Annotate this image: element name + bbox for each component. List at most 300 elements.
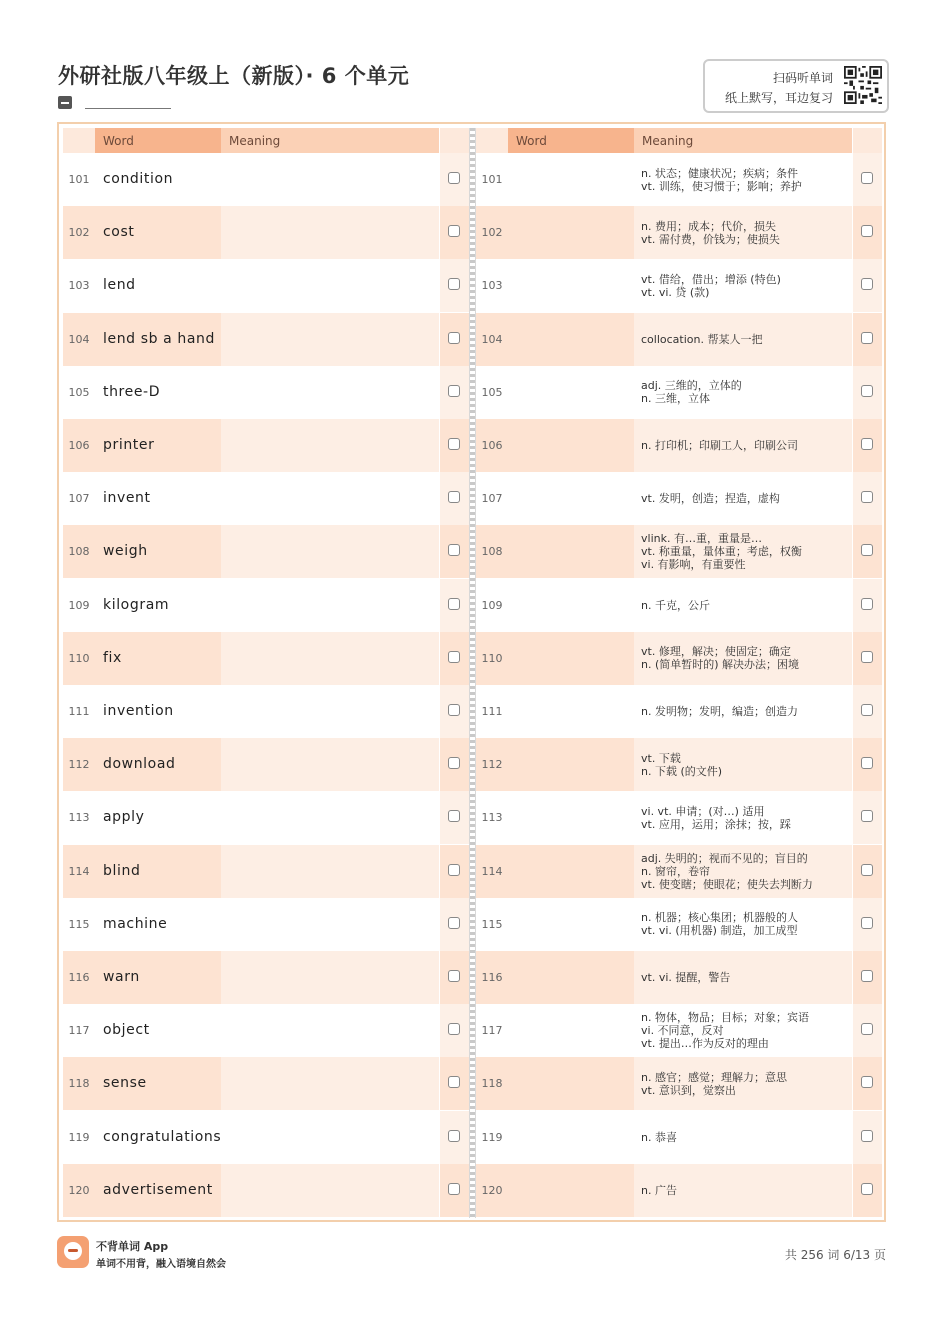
row-number: 118 [63, 1057, 95, 1110]
check-cell [853, 313, 882, 366]
meaning-line: vi. 不同意，反对 [641, 1024, 724, 1038]
meaning-cell [634, 951, 852, 1004]
checkbox[interactable] [448, 864, 460, 876]
row-number: 108 [476, 525, 508, 578]
header-meaning: Meaning [221, 128, 439, 153]
table-row [476, 1057, 882, 1110]
meaning-cell[interactable] [221, 791, 439, 844]
meaning-cell[interactable] [221, 206, 439, 259]
table-row [476, 1004, 882, 1057]
meaning-cell [634, 738, 852, 791]
header-num [476, 128, 508, 153]
meaning-cell [634, 579, 852, 632]
checkbox[interactable] [448, 970, 460, 982]
row-number: 111 [476, 685, 508, 738]
checkbox[interactable] [861, 864, 873, 876]
checkbox[interactable] [861, 1023, 873, 1035]
word-cell[interactable] [508, 259, 634, 312]
meaning-cell[interactable] [221, 259, 439, 312]
check-cell [440, 1164, 469, 1217]
meaning-cell [634, 525, 852, 578]
checkbox[interactable] [448, 757, 460, 769]
word-cell[interactable] [508, 206, 634, 259]
word-cell: download [95, 738, 221, 791]
row-number: 108 [63, 525, 95, 578]
table-row [63, 1057, 469, 1110]
row-number: 110 [63, 632, 95, 685]
checkbox[interactable] [861, 917, 873, 929]
word-cell: invent [95, 472, 221, 525]
meaning-line: n. 三维，立体 [641, 392, 710, 406]
word-cell[interactable] [508, 1004, 634, 1057]
row-number: 104 [63, 313, 95, 366]
footer-app-name: 不背单词 App [96, 1240, 169, 1253]
row-number: 120 [476, 1164, 508, 1217]
check-cell [853, 791, 882, 844]
checkbox[interactable] [448, 491, 460, 503]
table-row [476, 579, 882, 632]
checkbox[interactable] [448, 651, 460, 663]
checkbox[interactable] [448, 1023, 460, 1035]
meaning-line: vt. vi. 提醒，警告 [641, 971, 731, 984]
checkbox[interactable] [861, 704, 873, 716]
meaning-cell[interactable] [221, 419, 439, 472]
meaning-line: n. 机器；核心集团；机器般的人 [641, 911, 798, 925]
meaning-cell [634, 791, 852, 844]
header-word: Word [95, 128, 221, 153]
table-row [476, 791, 882, 844]
page-title: 外研社版八年级上（新版）· 6 个单元 [58, 64, 410, 88]
checkbox[interactable] [448, 598, 460, 610]
word-panel [63, 128, 469, 1218]
meaning-line: vt. 需付费，价钱为；使损失 [641, 232, 780, 246]
meaning-cell [634, 632, 852, 685]
meaning-cell[interactable] [221, 632, 439, 685]
footer-slogan: 单词不用背，融入语境自然会 [96, 1259, 226, 1270]
qr-code-icon [844, 66, 882, 104]
table-row [63, 419, 469, 472]
meaning-line: vt. 应用，运用；涂抹；按，踩 [641, 817, 791, 831]
meaning-cell[interactable] [221, 898, 439, 951]
table-row [476, 632, 882, 685]
table-row [476, 472, 882, 525]
fold-line [470, 128, 475, 1218]
row-number: 106 [63, 419, 95, 472]
checkbox[interactable] [448, 172, 460, 184]
row-number: 112 [476, 738, 508, 791]
table-row [63, 525, 469, 578]
table-row [476, 313, 882, 366]
checkbox[interactable] [448, 225, 460, 237]
row-number: 115 [476, 898, 508, 951]
checkbox[interactable] [448, 917, 460, 929]
table-row [63, 791, 469, 844]
word-cell: cost [95, 206, 221, 259]
checkbox[interactable] [448, 1183, 460, 1195]
table-row [63, 685, 469, 738]
checkbox[interactable] [861, 1130, 873, 1142]
row-number: 102 [63, 206, 95, 259]
checkbox[interactable] [861, 172, 873, 184]
meaning-panel [476, 128, 882, 1218]
row-number: 104 [476, 313, 508, 366]
word-cell: blind [95, 845, 221, 898]
check-cell [853, 1004, 882, 1057]
meaning-line: vt. 修理，解决；使固定；确定 [641, 645, 791, 659]
table-row [63, 898, 469, 951]
row-number: 114 [63, 845, 95, 898]
meaning-cell [634, 259, 852, 312]
row-number: 101 [63, 153, 95, 206]
check-cell [853, 525, 882, 578]
meaning-line: n. 打印机；印刷工人，印刷公司 [641, 439, 798, 452]
meaning-line: n. 下载 (的文件) [641, 764, 723, 778]
table-row [476, 366, 882, 419]
table-row [63, 845, 469, 898]
check-cell [853, 579, 882, 632]
qr-text-2: 纸上默写，耳边复习 [724, 91, 833, 105]
meaning-cell [634, 419, 852, 472]
meaning-line: n. 广告 [641, 1183, 677, 1197]
table-header [476, 128, 882, 153]
table-row [63, 153, 469, 206]
check-cell [440, 898, 469, 951]
checkbox[interactable] [448, 810, 460, 822]
check-cell [853, 1057, 882, 1110]
check-cell [440, 419, 469, 472]
row-number: 105 [476, 366, 508, 419]
table-row [476, 898, 882, 951]
row-number: 103 [63, 259, 95, 312]
word-cell: object [95, 1004, 221, 1057]
check-cell [853, 738, 882, 791]
row-number: 107 [63, 472, 95, 525]
table-row [476, 738, 882, 791]
row-number: 116 [63, 951, 95, 1004]
header-num [63, 128, 95, 153]
header-check [853, 128, 882, 153]
meaning-cell [634, 313, 852, 366]
header-meaning: Meaning [634, 128, 852, 153]
check-cell [853, 1164, 882, 1217]
meaning-line: vt. vi. (用机器) 制造，加工成型 [641, 924, 798, 938]
check-cell [440, 845, 469, 898]
checkbox[interactable] [448, 385, 460, 397]
check-cell [440, 153, 469, 206]
meaning-line: vt. 借给，借出；增添 (特色) [641, 272, 781, 286]
name-line [85, 108, 171, 109]
check-cell [440, 738, 469, 791]
checkbox[interactable] [861, 491, 873, 503]
row-number: 106 [476, 419, 508, 472]
check-cell [853, 845, 882, 898]
meaning-cell[interactable] [221, 525, 439, 578]
checkbox[interactable] [861, 385, 873, 397]
meaning-line: vi. 有影响，有重要性 [641, 558, 746, 572]
table-row [63, 1111, 469, 1164]
checkbox[interactable] [861, 757, 873, 769]
meaning-cell[interactable] [221, 579, 439, 632]
checkbox[interactable] [861, 598, 873, 610]
meaning-cell[interactable] [221, 845, 439, 898]
check-cell [853, 366, 882, 419]
checkbox[interactable] [448, 704, 460, 716]
checkbox[interactable] [861, 810, 873, 822]
checkbox[interactable] [861, 438, 873, 450]
word-cell[interactable] [508, 632, 634, 685]
meaning-cell[interactable] [221, 366, 439, 419]
word-cell: printer [95, 419, 221, 472]
word-cell: sense [95, 1057, 221, 1110]
meaning-line: vt. 发明，创造；捏造，虚构 [641, 492, 780, 506]
row-number: 101 [476, 153, 508, 206]
check-cell [853, 206, 882, 259]
meaning-line: vlink. 有…重，重量是… [641, 532, 762, 546]
meaning-cell[interactable] [221, 1004, 439, 1057]
meaning-cell[interactable] [221, 1164, 439, 1217]
checkbox[interactable] [861, 1183, 873, 1195]
check-cell [440, 259, 469, 312]
header-word: Word [508, 128, 634, 153]
word-cell[interactable] [508, 1164, 634, 1217]
word-cell[interactable] [508, 1057, 634, 1110]
table-row [63, 472, 469, 525]
checkbox[interactable] [861, 225, 873, 237]
row-number: 115 [63, 898, 95, 951]
meaning-line: vt. vi. 贷 (款) [641, 285, 710, 299]
meaning-line: n. 窗帘，卷帘 [641, 864, 710, 878]
table-row [476, 951, 882, 1004]
word-sheet [57, 122, 886, 1222]
table-row [63, 259, 469, 312]
meaning-line: n. 物体，物品；目标；对象；宾语 [641, 1011, 809, 1025]
meaning-line: n. 千克，公斤 [641, 598, 710, 612]
row-number: 113 [63, 791, 95, 844]
meaning-cell[interactable] [221, 1111, 439, 1164]
check-cell [440, 1004, 469, 1057]
word-cell: three-D [95, 366, 221, 419]
checkbox[interactable] [861, 544, 873, 556]
page-indicator: 共 256 词 6/13 页 [784, 1248, 886, 1262]
meaning-line: collocation. 帮某人一把 [641, 332, 763, 346]
checkbox[interactable] [448, 1076, 460, 1088]
check-cell [853, 259, 882, 312]
word-cell[interactable] [508, 579, 634, 632]
check-cell [853, 419, 882, 472]
row-number: 111 [63, 685, 95, 738]
meaning-line: n. (简单暂时的) 解决办法；困境 [641, 658, 800, 672]
row-number: 120 [63, 1164, 95, 1217]
table-row [63, 313, 469, 366]
word-cell: invention [95, 685, 221, 738]
word-cell[interactable] [508, 738, 634, 791]
meaning-line: vi. vt. 申请；(对…) 适用 [641, 804, 765, 818]
check-cell [440, 206, 469, 259]
meaning-line: n. 状态；健康状况；疾病；条件 [641, 166, 798, 180]
row-number: 113 [476, 791, 508, 844]
check-cell [440, 791, 469, 844]
checkbox[interactable] [448, 544, 460, 556]
meaning-cell[interactable] [221, 685, 439, 738]
meaning-cell [634, 206, 852, 259]
word-cell: congratulations [95, 1111, 221, 1164]
check-cell [440, 525, 469, 578]
check-cell [440, 632, 469, 685]
row-number: 109 [63, 579, 95, 632]
check-cell [853, 685, 882, 738]
check-cell [853, 951, 882, 1004]
app-logo-icon [57, 1236, 89, 1268]
meaning-cell [634, 1164, 852, 1217]
meaning-line: n. 感官；感觉；理解力；意思 [641, 1070, 787, 1084]
meaning-cell [634, 898, 852, 951]
qr-box[interactable] [703, 59, 889, 113]
word-cell[interactable] [508, 951, 634, 1004]
row-number: 105 [63, 366, 95, 419]
row-number: 109 [476, 579, 508, 632]
table-row [476, 845, 882, 898]
table-row [63, 1164, 469, 1217]
checkbox[interactable] [448, 438, 460, 450]
meaning-cell[interactable] [221, 153, 439, 206]
checkbox[interactable] [861, 970, 873, 982]
row-number: 117 [476, 1004, 508, 1057]
meaning-cell[interactable] [221, 1057, 439, 1110]
row-number: 116 [476, 951, 508, 1004]
table-row [63, 632, 469, 685]
meaning-cell[interactable] [221, 951, 439, 1004]
check-cell [853, 472, 882, 525]
meaning-line: vt. 下载 [641, 751, 681, 765]
meaning-cell [634, 1057, 852, 1110]
row-number: 107 [476, 472, 508, 525]
table-row [63, 738, 469, 791]
meaning-line: vt. 训练，使习惯于；影响；养护 [641, 179, 802, 193]
table-row [63, 206, 469, 259]
checkbox[interactable] [448, 278, 460, 290]
meaning-line: n. 发明物；发明，编造；创造力 [641, 705, 798, 718]
table-row [476, 206, 882, 259]
meaning-cell [634, 845, 852, 898]
table-row [63, 366, 469, 419]
checkbox[interactable] [861, 278, 873, 290]
meaning-line: adj. 失明的；视而不见的；盲目的 [641, 851, 808, 865]
meaning-cell [634, 366, 852, 419]
checkbox[interactable] [861, 1076, 873, 1088]
checkbox[interactable] [861, 651, 873, 663]
check-cell [853, 1111, 882, 1164]
row-number: 119 [476, 1111, 508, 1164]
table-row [63, 951, 469, 1004]
check-cell [853, 632, 882, 685]
row-number: 118 [476, 1057, 508, 1110]
word-cell[interactable] [508, 525, 634, 578]
meaning-cell[interactable] [221, 738, 439, 791]
word-cell[interactable] [508, 685, 634, 738]
check-cell [440, 366, 469, 419]
header-check [440, 128, 469, 153]
meaning-line: n. 恭喜 [641, 1130, 677, 1144]
table-row [63, 1004, 469, 1057]
word-cell[interactable] [508, 313, 634, 366]
word-cell: lend [95, 259, 221, 312]
check-cell [853, 153, 882, 206]
row-number: 117 [63, 1004, 95, 1057]
meaning-cell [634, 1004, 852, 1057]
meaning-line: vt. 使变瞎；使眼花；使失去判断力 [641, 877, 813, 891]
check-cell [440, 579, 469, 632]
word-cell: advertisement [95, 1164, 221, 1217]
checkbox[interactable] [448, 1130, 460, 1142]
word-cell[interactable] [508, 153, 634, 206]
table-row [476, 1111, 882, 1164]
word-cell[interactable] [508, 1111, 634, 1164]
word-cell[interactable] [508, 366, 634, 419]
name-icon [58, 96, 72, 109]
row-number: 114 [476, 845, 508, 898]
meaning-line: vt. 意识到，觉察出 [641, 1083, 736, 1097]
qr-text-1: 扫码听单词 [772, 71, 833, 85]
row-number: 102 [476, 206, 508, 259]
row-number: 103 [476, 259, 508, 312]
word-cell: fix [95, 632, 221, 685]
word-cell: apply [95, 791, 221, 844]
word-cell: warn [95, 951, 221, 1004]
table-row [476, 685, 882, 738]
word-cell: condition [95, 153, 221, 206]
word-cell[interactable] [508, 791, 634, 844]
meaning-line: vt. 称重量，量体重；考虑，权衡 [641, 545, 802, 559]
meaning-cell [634, 153, 852, 206]
word-cell[interactable] [508, 898, 634, 951]
word-cell: machine [95, 898, 221, 951]
table-row [476, 525, 882, 578]
word-cell: weigh [95, 525, 221, 578]
table-row [476, 153, 882, 206]
check-cell [440, 1111, 469, 1164]
check-cell [440, 1057, 469, 1110]
meaning-cell [634, 1111, 852, 1164]
word-cell: lend sb a hand [95, 313, 221, 366]
word-cell: kilogram [95, 579, 221, 632]
word-cell[interactable] [508, 419, 634, 472]
table-row [63, 579, 469, 632]
meaning-cell [634, 685, 852, 738]
check-cell [853, 898, 882, 951]
meaning-cell[interactable] [221, 472, 439, 525]
checkbox[interactable] [448, 332, 460, 344]
table-row [476, 1164, 882, 1217]
meaning-cell[interactable] [221, 313, 439, 366]
table-row [476, 259, 882, 312]
word-cell[interactable] [508, 845, 634, 898]
check-cell [440, 472, 469, 525]
word-cell[interactable] [508, 472, 634, 525]
check-cell [440, 951, 469, 1004]
checkbox[interactable] [861, 332, 873, 344]
row-number: 110 [476, 632, 508, 685]
row-number: 119 [63, 1111, 95, 1164]
check-cell [440, 313, 469, 366]
meaning-line: vt. 提出…作为反对的理由 [641, 1037, 769, 1051]
row-number: 112 [63, 738, 95, 791]
table-header [63, 128, 469, 153]
meaning-cell [634, 472, 852, 525]
check-cell [440, 685, 469, 738]
meaning-line: n. 费用；成本；代价，损失 [641, 219, 776, 233]
table-row [476, 419, 882, 472]
meaning-line: adj. 三维的，立体的 [641, 379, 742, 393]
